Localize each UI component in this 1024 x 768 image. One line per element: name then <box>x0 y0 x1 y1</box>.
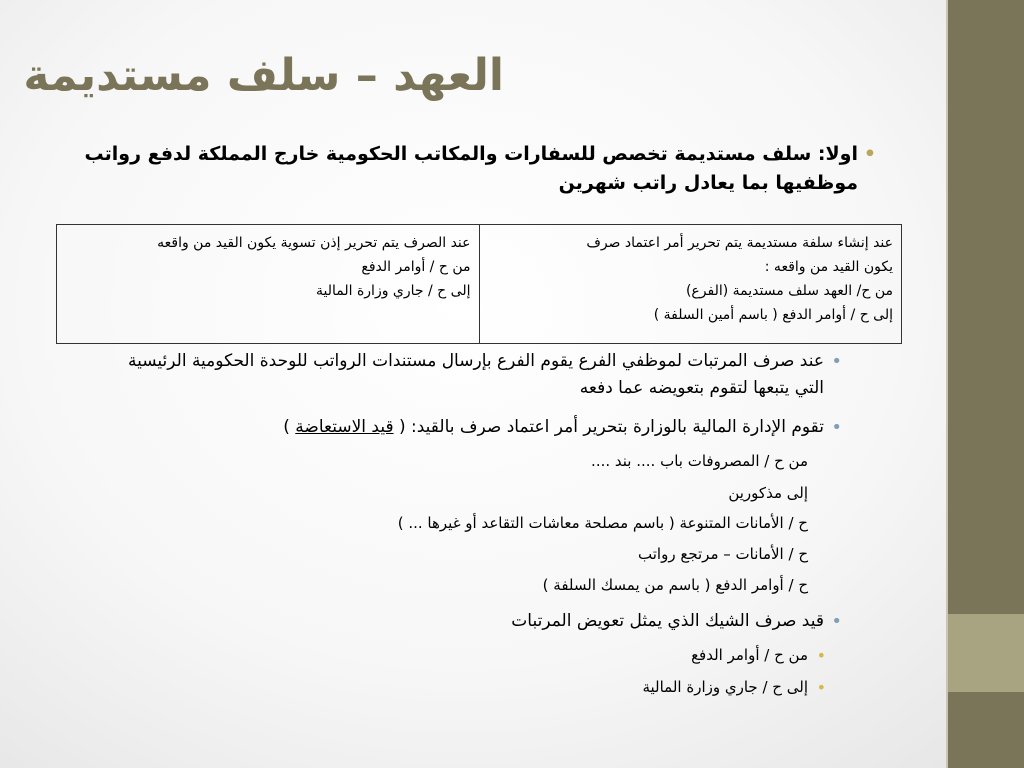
journal-entry-line: ح / الأمانات المتنوعة ( باسم مصلحة معاشات التقاعد أو غيرها ... ) <box>397 514 808 532</box>
table-line: من ح / أوامر الدفع <box>361 259 471 275</box>
table-line: يكون القيد من واقعه : <box>764 259 893 275</box>
bullet-reimbursement-suffix: ) <box>283 417 290 437</box>
table-cell-create <box>480 225 902 343</box>
slide-title: العهد – سلف مستديمة <box>23 50 504 101</box>
bullet-reimbursement <box>124 414 824 441</box>
reimbursement-entry-term: قيد الاستعاضة <box>295 417 394 437</box>
bullet-reimbursement-prefix: تقوم الإدارة المالية بالوزارة بتحرير أمر اعتماد صرف بالقيد: ( <box>398 417 824 437</box>
journal-entry-line: من ح / المصروفات باب .... بند .... <box>591 452 808 470</box>
journal-entry-line: إلى مذكورين <box>728 484 808 502</box>
bullet-salary-payment: • عند صرف المرتبات لموظفي الفرع يقوم الفرع بإرسال مستندات الرواتب للوحدة الحكومية الرئيسية التي يتبعها لتقوم بتعويضه عما دفعه <box>124 348 824 402</box>
entries-table <box>56 224 902 344</box>
table-line: إلى ح / جاري وزارة المالية <box>316 283 471 299</box>
decorative-sidebar-band <box>948 614 1024 692</box>
table-line: عند الصرف يتم تحرير إذن تسوية يكون القيد من واقعه <box>157 235 471 251</box>
sub-bullet: • إلى ح / جاري وزارة المالية <box>642 678 808 696</box>
journal-entry-line: ح / أوامر الدفع ( باسم من يمسك السلفة ) <box>542 576 808 594</box>
table-line: من ح/ العهد سلف مستديمة (الفرع) <box>685 283 893 299</box>
intro-bullet: • اولا: سلف مستديمة تخصص للسفارات والمكاتب الحكومية خارج المملكة لدفع رواتب موظفيها بما يعادل راتب شهرين <box>58 140 858 198</box>
journal-entry-line: ح / الأمانات – مرتجع رواتب <box>638 545 808 563</box>
bullet-cheque-entry: • قيد صرف الشيك الذي يمثل تعويض المرتبات <box>124 608 824 635</box>
table-line: عند إنشاء سلفة مستديمة يتم تحرير أمر اعتماد صرف <box>586 235 893 251</box>
table-cell-spend <box>57 225 480 343</box>
table-line: إلى ح / أوامر الدفع ( باسم أمين السلفة ) <box>653 307 893 323</box>
sub-bullet: • من ح / أوامر الدفع <box>691 646 808 664</box>
